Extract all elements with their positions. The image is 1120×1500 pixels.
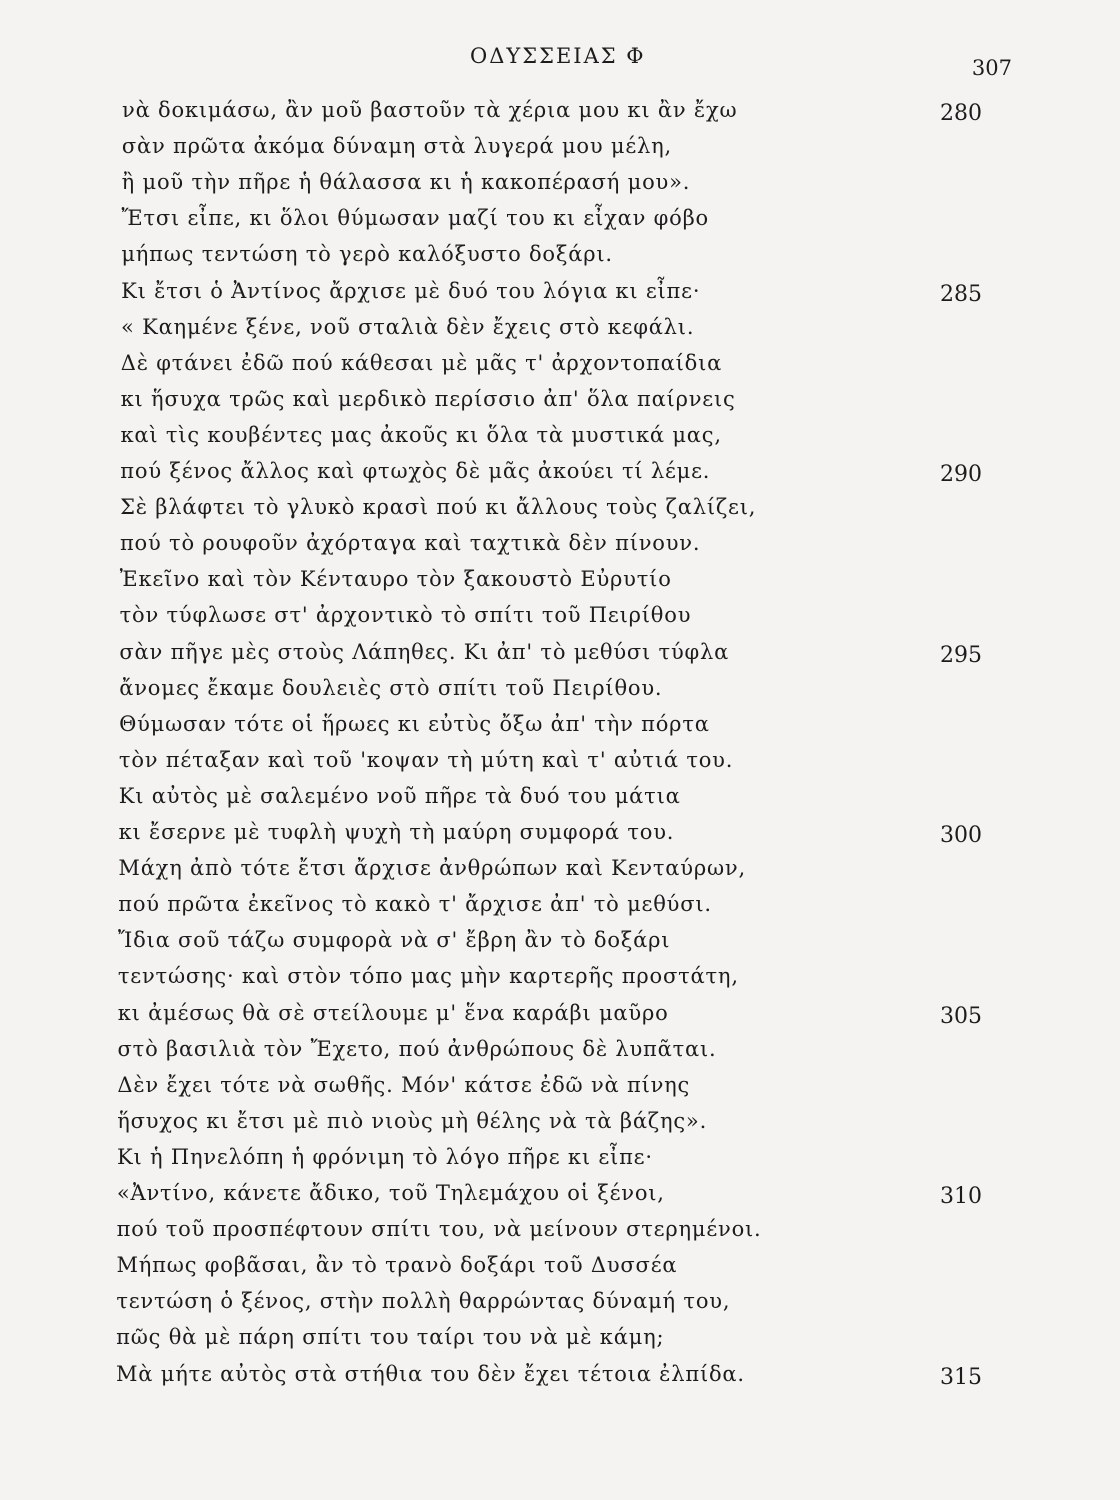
verse-text: πού τοῦ προσπέφτουν σπίτι του, νὰ μείνουν στερημένοι. bbox=[116, 1217, 762, 1242]
verse-text: Μήπως φοβᾶσαι, ἂν τὸ τρανὸ δοξάρι τοῦ Δυσσέα bbox=[116, 1253, 678, 1278]
verse-text: τεντώση ὁ ξένος, στὴν πολλὴ θαρρώντας δύναμή του, bbox=[116, 1289, 731, 1314]
verse-line bbox=[0, 1319, 1120, 1355]
verse-text: κι ἀμέσως θὰ σὲ στείλουμε μ' ἕνα καράβι μαῦρο bbox=[117, 1000, 669, 1025]
verse-line bbox=[0, 1067, 1120, 1103]
verse-line bbox=[0, 1247, 1120, 1283]
verse-text: τεντώσης· καὶ στὸν τόπο μας μὴν καρτερῆς προστάτη, bbox=[117, 964, 739, 989]
verse-text: ἥσυχος κι ἔτσι μὲ πιὸ νιοὺς μὴ θέλης νὰ τὰ βάζης». bbox=[117, 1108, 708, 1133]
verse-line bbox=[0, 995, 1120, 1031]
verse-text: στὸ βασιλιὰ τὸν Ἔχετο, πού ἀνθρώπους δὲ λυπᾶται. bbox=[117, 1036, 717, 1061]
verse-text: « Καημένε ξένε, νοῦ σταλιὰ δὲν ἔχεις στὸ κεφάλι. bbox=[120, 314, 695, 339]
verse-line bbox=[0, 1356, 1120, 1392]
verse-text: Ἔτσι εἶπε, κι ὅλοι θύμωσαν μαζί του κι εἶχαν φόβο bbox=[121, 206, 709, 231]
verse-line bbox=[0, 958, 1120, 994]
verse-line bbox=[0, 92, 1120, 128]
verse-text: κι ἔσερνε μὲ τυφλὴ ψυχὴ τὴ μαύρη συμφορά του. bbox=[118, 820, 675, 844]
verse-text: Ἐκεῖνο καὶ τὸν Κένταυρο τὸν ξακουστὸ Εὐρυτίο bbox=[119, 567, 672, 592]
verse-line bbox=[0, 489, 1120, 525]
verse-line bbox=[0, 164, 1120, 200]
line-number: 285 bbox=[940, 281, 982, 307]
running-head bbox=[0, 40, 1120, 80]
verse-text: Σὲ βλάφτει τὸ γλυκὸ κρασὶ πού κι ἄλλους τοὺς ζαλίζει, bbox=[120, 495, 757, 520]
verse-line bbox=[0, 778, 1120, 814]
verse-line bbox=[0, 634, 1120, 670]
verse-text: ἢ μοῦ τὴν πῆρε ἡ θάλασσα κι ἡ κακοπέρασή μου». bbox=[121, 170, 691, 195]
verse-text: πού πρῶτα ἐκεῖνος τὸ κακὸ τ' ἄρχισε ἀπ' τὸ μεθύσι. bbox=[118, 892, 712, 917]
verse-text: κι ἥσυχα τρῶς καὶ μερδικὸ περίσσιο ἀπ' ὅλα παίρνεις bbox=[120, 386, 736, 411]
verse-line bbox=[0, 1031, 1120, 1067]
verse-text: πού τὸ ρουφοῦν ἀχόρταγα καὶ ταχτικὰ δὲν πίνουν. bbox=[119, 531, 701, 556]
line-number: 290 bbox=[940, 462, 982, 487]
verse-line bbox=[0, 236, 1120, 272]
line-number: 300 bbox=[940, 823, 982, 848]
verse-line bbox=[0, 128, 1120, 164]
verse-line bbox=[0, 525, 1120, 561]
verse-line bbox=[0, 1175, 1120, 1211]
verse-line bbox=[0, 1139, 1120, 1175]
verse-text: Μὰ μήτε αὐτὸς στὰ στήθια του δὲν ἔχει τέτοια ἐλπίδα. bbox=[116, 1361, 745, 1386]
verse-line bbox=[0, 886, 1120, 922]
page-title: ΟΔΥΣΣΕΙΑΣ Φ bbox=[470, 44, 646, 68]
verse-line bbox=[0, 670, 1120, 706]
verse-text: πῶς θὰ μὲ πάρη σπίτι του ταίρι του νὰ μὲ κάμη; bbox=[116, 1325, 665, 1350]
verse-text: Κι ἡ Πηνελόπη ἡ φρόνιμη τὸ λόγο πῆρε κι εἶπε· bbox=[117, 1144, 653, 1169]
verse-line bbox=[0, 742, 1120, 778]
verse-line bbox=[0, 417, 1120, 453]
verse-text: Δὲ φτάνει ἐδῶ πού κάθεσαι μὲ μᾶς τ' ἀρχοντοπαίδια bbox=[120, 350, 723, 375]
verse-line bbox=[0, 597, 1120, 633]
line-number: 315 bbox=[940, 1364, 982, 1390]
page-number: 307 bbox=[971, 56, 1012, 80]
verse-text: σὰν πῆγε μὲς στοὺς Λάπηθες. Κι ἀπ' τὸ μεθύσι τύφλα bbox=[119, 639, 730, 664]
verse-text: ἄνομες ἔκαμε δουλειὲς στὸ σπίτι τοῦ Πειρίθου. bbox=[119, 675, 663, 700]
verse-line bbox=[0, 309, 1120, 345]
verse-text: σὰν πρῶτα ἀκόμα δύναμη στὰ λυγερά μου μέλη, bbox=[121, 134, 672, 159]
verse-line bbox=[0, 1103, 1120, 1139]
verse-line bbox=[0, 850, 1120, 886]
verse-text: Μάχη ἀπὸ τότε ἔτσι ἄρχισε ἀνθρώπων καὶ Κενταύρων, bbox=[118, 856, 746, 881]
verse-text: νὰ δοκιμάσω, ἂν μοῦ βαστοῦν τὰ χέρια μου κι ἂν ἔχω bbox=[122, 98, 738, 122]
verse-line bbox=[0, 922, 1120, 958]
verse-text: «Ἀντίνο, κάνετε ἄδικο, τοῦ Τηλεμάχου οἱ ξένοι, bbox=[116, 1181, 665, 1205]
verse-text: μήπως τεντώση τὸ γερὸ καλόξυστο δοξάρι. bbox=[121, 242, 613, 267]
verse-text: Κι ἔτσι ὁ Ἀντίνος ἄρχισε μὲ δυό του λόγια κι εἶπε· bbox=[121, 278, 701, 303]
verse-text: τὸν τύφλωσε στ' ἀρχοντικὸ τὸ σπίτι τοῦ Πειρίθου bbox=[119, 603, 692, 628]
line-number: 295 bbox=[940, 642, 982, 668]
verse-line bbox=[0, 1283, 1120, 1319]
line-number: 280 bbox=[940, 101, 982, 126]
verse-text: Θύμωσαν τότε οἱ ἥρωες κι εὐτὺς ὄξω ἀπ' τὴν πόρτα bbox=[119, 711, 710, 736]
verse-line bbox=[0, 814, 1120, 850]
verse-text: καὶ τὶς κουβέντες μας ἀκοῦς κι ὅλα τὰ μυστικά μας, bbox=[120, 422, 722, 447]
verse-text: Ἴδια σοῦ τάζω συμφορὰ νὰ σ' ἔβρη ἂν τὸ δοξάρι bbox=[118, 928, 671, 953]
verse-text: τὸν πέταξαν καὶ τοῦ 'κοψαν τὴ μύτη καὶ τ' αὐτιά του. bbox=[118, 747, 734, 772]
line-number: 310 bbox=[940, 1184, 982, 1209]
verse-line bbox=[0, 453, 1120, 489]
verse-text: Κι αὐτὸς μὲ σαλεμένο νοῦ πῆρε τὰ δυό του μάτια bbox=[118, 783, 681, 808]
verse-line bbox=[0, 273, 1120, 309]
verse-text: πού ξένος ἄλλος καὶ φτωχὸς δὲ μᾶς ἀκούει τί λέμε. bbox=[120, 459, 711, 483]
verse-line bbox=[0, 706, 1120, 742]
verse-line bbox=[0, 345, 1120, 381]
verse-line bbox=[0, 200, 1120, 236]
verse-text: Δὲν ἔχει τότε νὰ σωθῆς. Μόν' κάτσε ἐδῶ νὰ πίνης bbox=[117, 1072, 691, 1097]
verse-line bbox=[0, 381, 1120, 417]
verse-line bbox=[0, 1211, 1120, 1247]
line-number: 305 bbox=[940, 1003, 982, 1029]
verse-line bbox=[0, 561, 1120, 597]
